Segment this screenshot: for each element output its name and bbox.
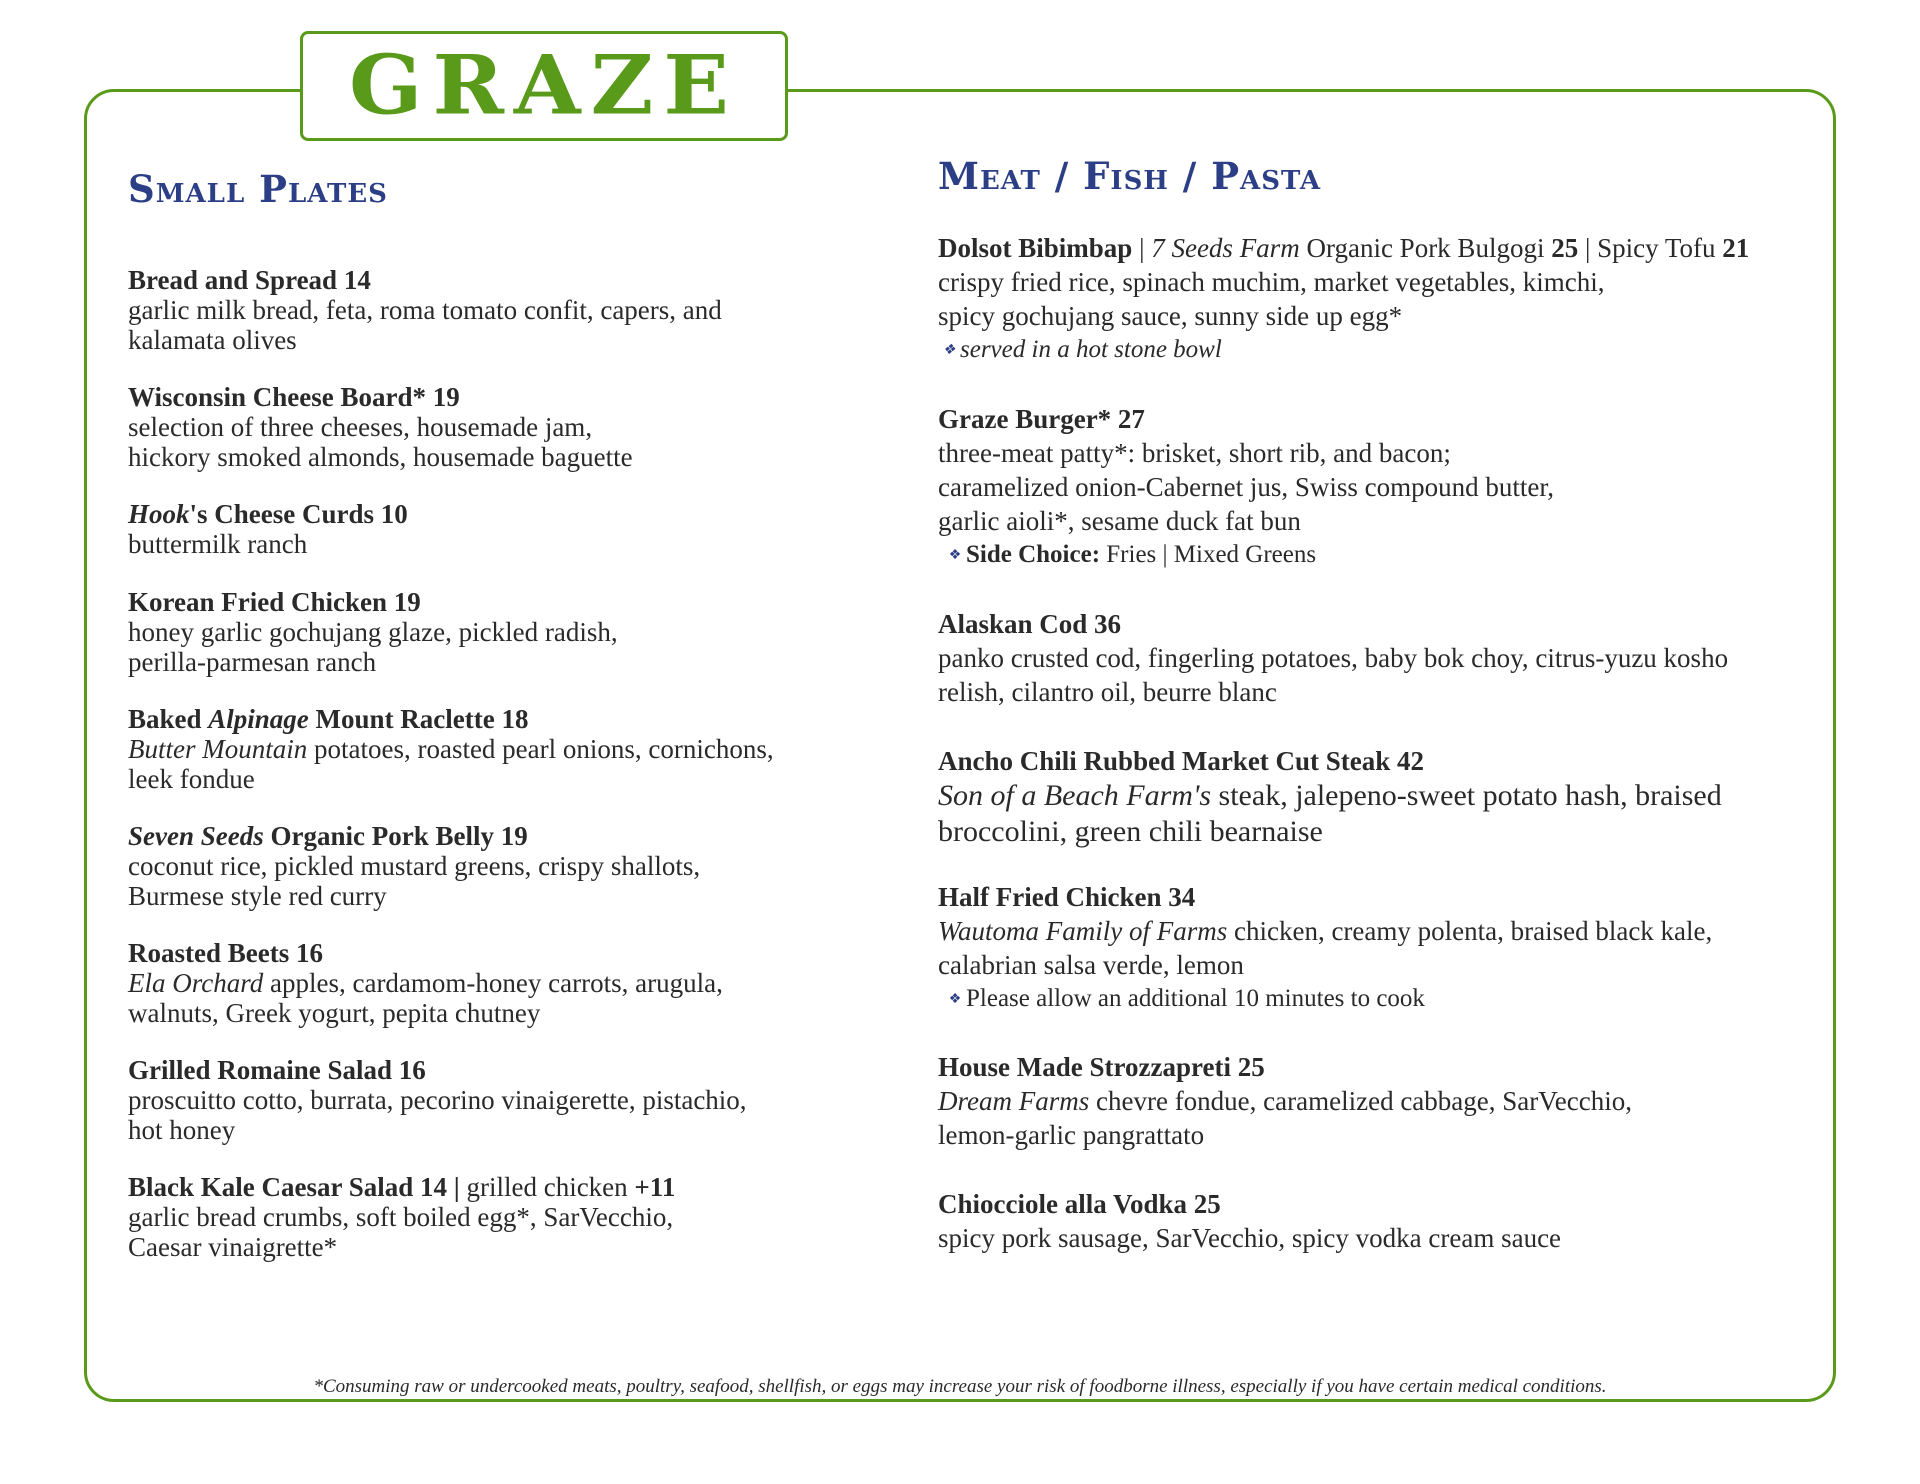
item-note: ❖ Please allow an additional 10 minutes to cook [938, 982, 1712, 1017]
menu-item: Bread and Spread 14 garlic milk bread, feta, roma tomato confit, capers, and kalamata olives [128, 265, 722, 355]
menu-item: Dolsot Bibimbap | 7 Seeds Farm Organic Pork Bulgogi 25 | Spicy Tofu 21 crispy fried rice, spinach muchim, market vegetables, kimchi, spicy gochujang sauce, sunny side up egg* ❖ served in a hot stone bowl [938, 231, 1749, 368]
diamond-bullet-icon: ❖ [942, 343, 956, 359]
menu-item: Korean Fried Chicken 19 honey garlic gochujang glaze, pickled radish, perilla-parmesan ranch [128, 587, 618, 677]
menu-item: Roasted Beets 16 Ela Orchard apples, cardamom-honey carrots, arugula, walnuts, Greek yogurt, pepita chutney [128, 938, 723, 1028]
logo [300, 31, 788, 141]
diamond-bullet-icon: ❖ [948, 992, 962, 1008]
menu-item: Hook's Cheese Curds 10 buttermilk ranch [128, 499, 408, 559]
menu-item: Black Kale Caesar Salad 14 | grilled chicken +11 garlic bread crumbs, soft boiled egg*, SarVecchio, Caesar vinaigrette* [128, 1172, 676, 1262]
menu-item: Graze Burger* 27 three-meat patty*: brisket, short rib, and bacon; caramelized onion-Cabernet jus, Swiss compound butter, garlic aioli*, sesame duck fat bun ❖ Side Choice: Fries | Mixed Greens [938, 402, 1554, 573]
menu-item: Wisconsin Cheese Board* 19 selection of three cheeses, housemade jam, hickory smoked almonds, housemade baguette [128, 382, 633, 472]
menu-item: Grilled Romaine Salad 16 proscuitto cotto, burrata, pecorino vinaigerette, pistachio, hot honey [128, 1055, 747, 1145]
menu-item: Seven Seeds Organic Pork Belly 19 coconut rice, pickled mustard greens, crispy shallots, Burmese style red curry [128, 821, 701, 911]
item-note: ❖ served in a hot stone bowl [938, 333, 1749, 368]
menu-item: Ancho Chili Rubbed Market Cut Steak 42 Son of a Beach Farm's steak, jalepeno-sweet potato hash, braised broccolini, green chili bearnaise [938, 746, 1722, 848]
menu-item: Baked Alpinage Mount Raclette 18 Butter Mountain potatoes, roasted pearl onions, cornichons, leek fondue [128, 704, 774, 794]
menu-item: Alaskan Cod 36 panko crusted cod, fingerling potatoes, baby bok choy, citrus-yuzu kosho relish, cilantro oil, beurre blanc [938, 609, 1729, 707]
section-title-mains: Meat / Fish / Pasta [938, 154, 1322, 198]
diamond-bullet-icon: ❖ [948, 548, 962, 564]
item-note: ❖ Side Choice: Fries | Mixed Greens [938, 538, 1554, 573]
logo-text: GRAZE [349, 37, 739, 134]
menu-item: Half Fried Chicken 34 Wautoma Family of Farms chicken, creamy polenta, braised black kale, calabrian salsa verde, lemon ❖ Please allow an additional 10 minutes to cook [938, 880, 1712, 1017]
menu-item: Chiocciole alla Vodka 25 spicy pork sausage, SarVecchio, spicy vodka cream sauce [938, 1189, 1562, 1253]
section-title-small-plates: Small Plates [128, 167, 388, 211]
footer-disclaimer: *Consuming raw or undercooked meats, poultry, seafood, shellfish, or eggs may increase your risk of foodborne illness, especially if you have certain medical conditions. [313, 1376, 1607, 1397]
menu-item: House Made Strozzapreti 25 Dream Farms chevre fondue, caramelized cabbage, SarVecchio, lemon-garlic pangrattato [938, 1052, 1632, 1150]
